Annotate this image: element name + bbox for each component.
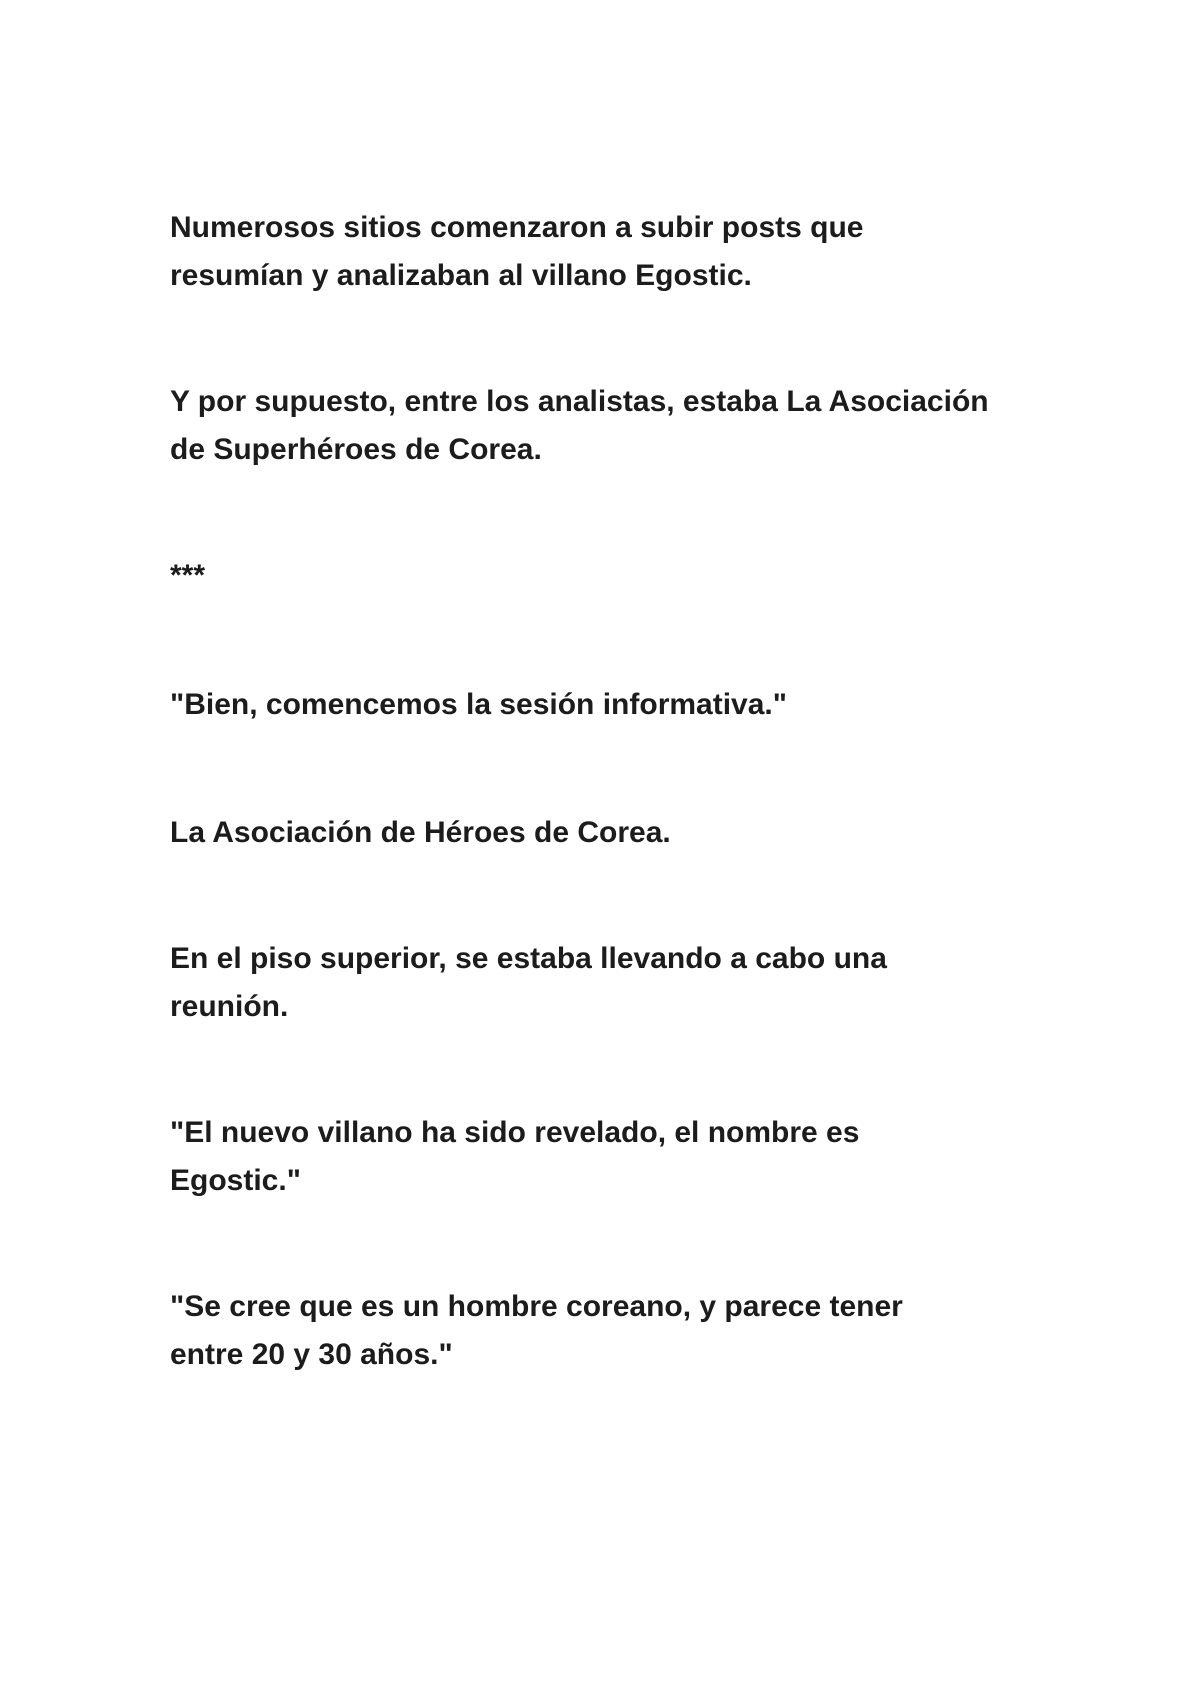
paragraph	[170, 935, 1050, 1031]
paragraph	[170, 1109, 1050, 1205]
paragraph	[170, 1283, 1050, 1379]
paragraph	[170, 681, 1050, 729]
text-line: En el piso superior, se estaba llevando a cabo una	[170, 942, 887, 975]
text-line: reunión.	[170, 990, 289, 1023]
paragraph	[170, 204, 1050, 300]
text-line: Egostic."	[170, 1164, 301, 1197]
text-line: Y por supuesto, entre los analistas, estaba La Asociación	[170, 385, 989, 418]
text-line: "El nuevo villano ha sido revelado, el nombre es	[170, 1116, 860, 1149]
text-line: "Se cree que es un hombre coreano, y parece tener	[170, 1290, 903, 1323]
text-line: de Superhéroes de Corea.	[170, 433, 542, 466]
text-line: Numerosos sitios comenzaron a subir posts que	[170, 211, 864, 244]
text-line: entre 20 y 30 años."	[170, 1338, 453, 1371]
text-line: resumían y analizaban al villano Egostic.	[170, 259, 752, 292]
paragraph	[170, 378, 1050, 474]
text-line: "Bien, comencemos la sesión informativa."	[170, 688, 787, 721]
scene-break	[170, 552, 1050, 600]
text-line: La Asociación de Héroes de Corea.	[170, 816, 671, 849]
paragraph	[170, 809, 1050, 857]
text-line: ***	[170, 559, 206, 592]
